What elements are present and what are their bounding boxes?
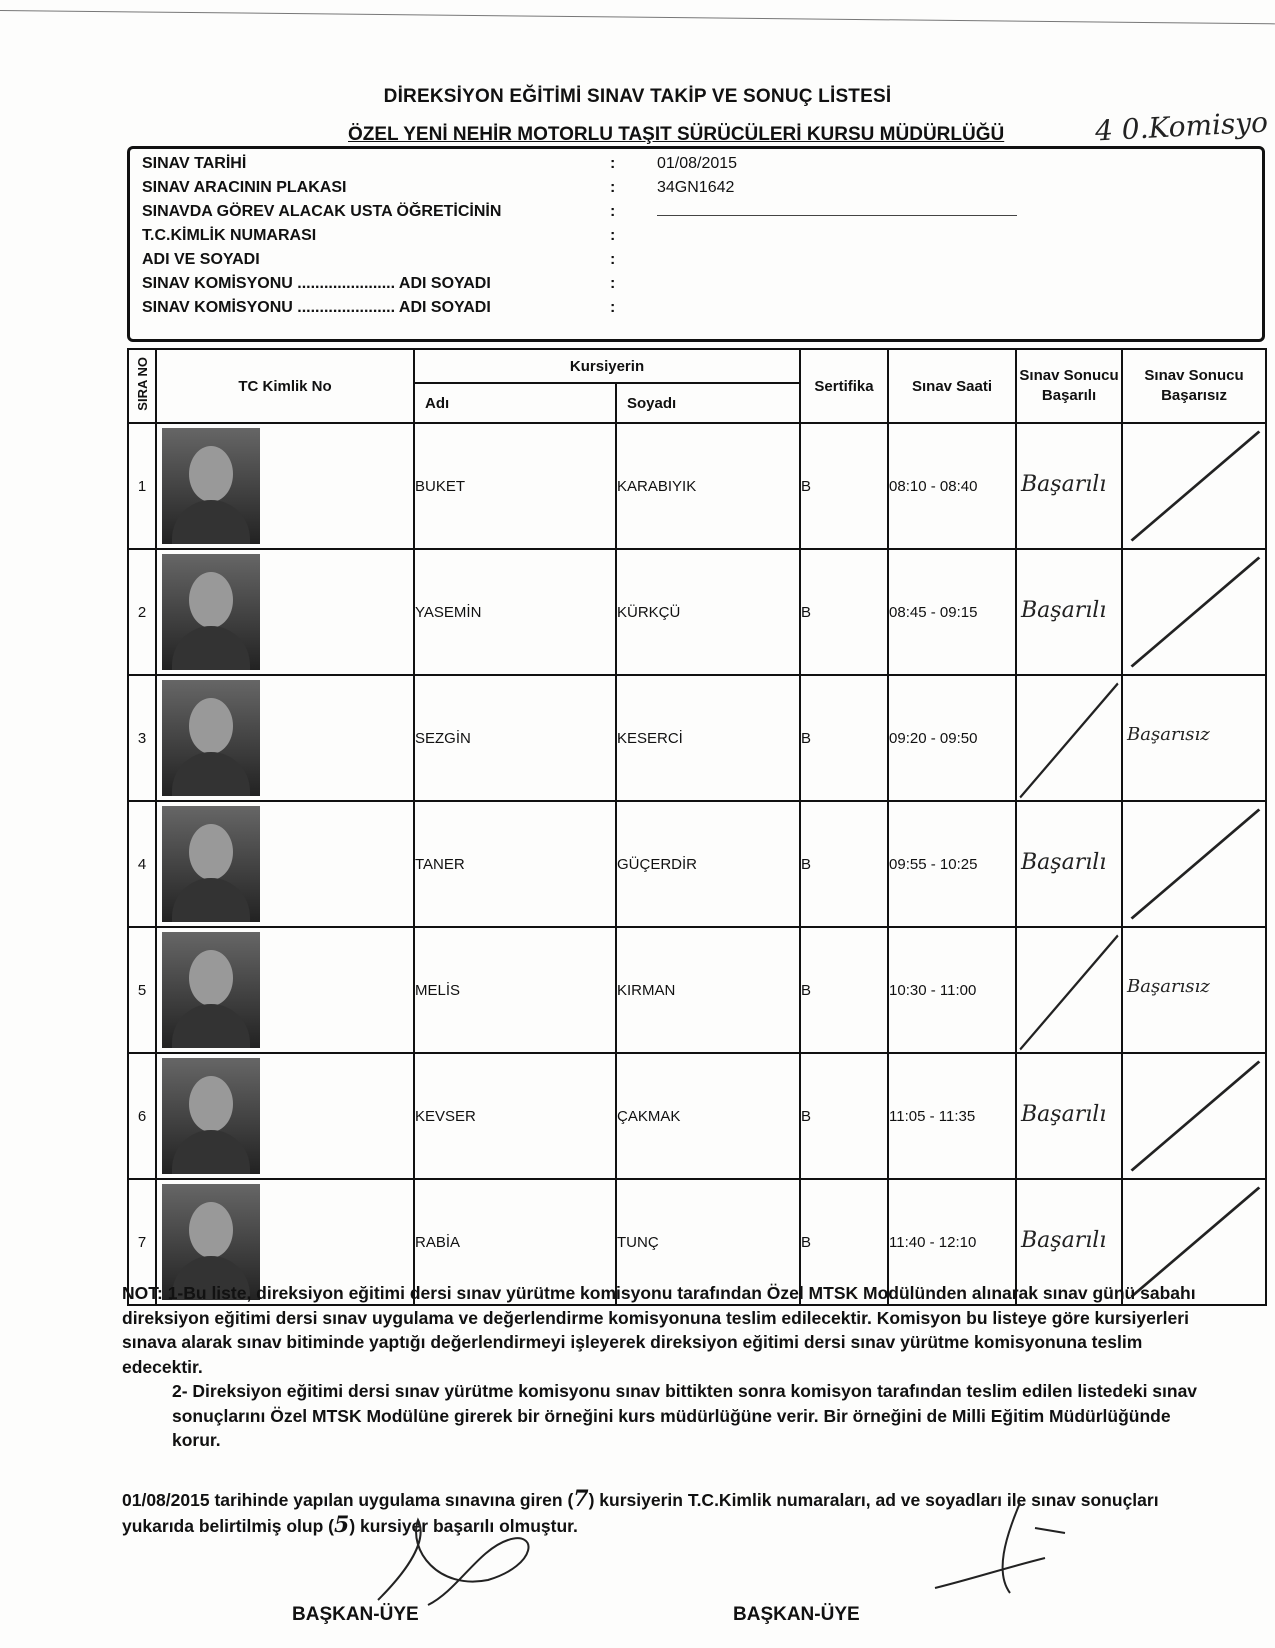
last-name: KIRMAN xyxy=(616,927,800,1053)
info-colon: : xyxy=(610,275,616,292)
tc-photo-cell xyxy=(156,423,414,549)
result-fail-cell xyxy=(1122,1053,1266,1179)
header-sira-no: SIRA NO xyxy=(128,349,156,423)
header-kursiyerin: Kursiyerin xyxy=(414,349,800,383)
table-row xyxy=(128,927,1266,1053)
row-number: 6 xyxy=(128,1053,156,1179)
table-row xyxy=(128,1053,1266,1179)
result-pass-cell xyxy=(1016,423,1122,549)
exam-time: 08:45 - 09:15 xyxy=(888,549,1016,675)
document-title: DİREKSİYON EĞİTİMİ SINAV TAKİP VE SONUÇ LİSTESİ xyxy=(383,86,892,107)
exam-info-box xyxy=(127,146,1265,342)
strike-slash xyxy=(1123,1054,1265,1178)
first-name: RABİA xyxy=(414,1179,616,1305)
row-number: 7 xyxy=(128,1179,156,1305)
handwritten-result: Başarılı xyxy=(1021,1102,1107,1127)
result-pass-cell xyxy=(1016,675,1122,801)
last-name: KÜRKÇÜ xyxy=(616,549,800,675)
exam-time: 11:05 - 11:35 xyxy=(888,1053,1016,1179)
certificate-class: B xyxy=(800,549,888,675)
info-colon: : xyxy=(610,179,616,196)
pass-count: 5 xyxy=(334,1512,350,1538)
student-photo xyxy=(162,428,260,544)
table-row xyxy=(128,801,1266,927)
row-number: 4 xyxy=(128,801,156,927)
info-label-commission-1: SINAV KOMİSYONU ...................... ADI SOYADI xyxy=(142,275,491,292)
exam-time: 10:30 - 11:00 xyxy=(888,927,1016,1053)
results-body xyxy=(128,423,1266,1305)
certificate-class: B xyxy=(800,1179,888,1305)
info-label-instructor: SINAVDA GÖREV ALACAK USTA ÖĞRETİCİNİN xyxy=(142,203,502,220)
row-number: 5 xyxy=(128,927,156,1053)
student-photo xyxy=(162,680,260,796)
exam-time: 08:10 - 08:40 xyxy=(888,423,1016,549)
handwritten-result: Başarılı xyxy=(1021,598,1107,623)
certificate-class: B xyxy=(800,423,888,549)
header-adi: Adı xyxy=(414,383,616,423)
first-name: YASEMİN xyxy=(414,549,616,675)
result-fail-cell xyxy=(1122,549,1266,675)
header-basarili: Sınav Sonucu Başarılı xyxy=(1016,349,1122,423)
strike-slash xyxy=(1123,802,1265,926)
strike-slash xyxy=(1123,550,1265,674)
header-soyadi: Soyadı xyxy=(616,383,800,423)
table-row xyxy=(128,549,1266,675)
first-name: BUKET xyxy=(414,423,616,549)
handwritten-commission-note: 4 0.Komisyo xyxy=(1094,105,1269,148)
header-tc-kimlik: TC Kimlik No xyxy=(156,349,414,423)
result-pass-cell xyxy=(1016,1053,1122,1179)
info-label-commission-2: SINAV KOMİSYONU ...................... ADI SOYADI xyxy=(142,299,491,316)
table-row xyxy=(128,675,1266,801)
info-value-plate: 34GN1642 xyxy=(657,179,735,196)
handwritten-result: Başarılı xyxy=(1021,850,1107,875)
result-fail-cell xyxy=(1122,927,1266,1053)
certificate-class: B xyxy=(800,801,888,927)
info-colon: : xyxy=(610,251,616,268)
info-blank-line xyxy=(657,215,1017,216)
last-name: ÇAKMAK xyxy=(616,1053,800,1179)
header-sinav-saati: Sınav Saati xyxy=(888,349,1016,423)
total-count: 7 xyxy=(573,1486,589,1512)
student-photo xyxy=(162,1058,260,1174)
result-pass-cell xyxy=(1016,801,1122,927)
exam-time: 11:40 - 12:10 xyxy=(888,1179,1016,1305)
exam-time: 09:20 - 09:50 xyxy=(888,675,1016,801)
strike-slash xyxy=(1017,676,1121,800)
first-name: SEZGİN xyxy=(414,675,616,801)
row-number: 1 xyxy=(128,423,156,549)
row-number: 3 xyxy=(128,675,156,801)
first-name: KEVSER xyxy=(414,1053,616,1179)
last-name: GÜÇERDİR xyxy=(616,801,800,927)
tc-photo-cell xyxy=(156,801,414,927)
info-value-exam-date: 01/08/2015 xyxy=(657,155,738,172)
certificate-class: B xyxy=(800,927,888,1053)
header-basarisiz: Sınav Sonucu Başarısız xyxy=(1122,349,1266,423)
certificate-class: B xyxy=(800,1053,888,1179)
result-fail-cell xyxy=(1122,801,1266,927)
table-row xyxy=(128,423,1266,549)
last-name: KESERCİ xyxy=(616,675,800,801)
signature-label-left: BAŞKAN-ÜYE xyxy=(292,1604,419,1625)
info-label-tc-number: T.C.KİMLİK NUMARASI xyxy=(142,227,317,244)
info-label-exam-date: SINAV TARİHİ xyxy=(142,155,247,172)
info-colon: : xyxy=(610,203,616,220)
last-name: TUNÇ xyxy=(616,1179,800,1305)
result-fail-cell xyxy=(1122,675,1266,801)
tc-photo-cell xyxy=(156,549,414,675)
student-photo xyxy=(162,932,260,1048)
info-label-plate: SINAV ARACININ PLAKASI xyxy=(142,179,347,196)
result-pass-cell xyxy=(1016,549,1122,675)
summary-statement: 01/08/2015 tarihinde yapılan uygulama sınavına giren (7) kursiyerin T.C.Kimlik numaraları, ad ve soyadları ile sınav sonuçları yukarıda belirtilmiş olup (5) kursiyer başarılı olmuştur. xyxy=(122,1486,1159,1538)
tc-photo-cell xyxy=(156,927,414,1053)
note-paragraph-2: 2- Direksiyon eğitimi dersi sınav yürütme komisyonu sınav bittikten sonra komisyon tarafından teslim edilen listedeki sınav sonuçlarını Özel MTSK Modülüne girerek bir örneğini kurs müdürlüğüne verir. Bir örneğini de Milli Eğitim Müdürlüğünde korur. xyxy=(172,1381,1198,1450)
handwritten-result: Başarısız xyxy=(1127,724,1210,745)
tc-photo-cell xyxy=(156,675,414,801)
document-subtitle: ÖZEL YENİ NEHİR MOTORLU TAŞIT SÜRÜCÜLERİ KURSU MÜDÜRLÜĞÜ xyxy=(348,124,1005,145)
info-label-name: ADI VE SOYADI xyxy=(142,251,260,268)
result-fail-cell xyxy=(1122,423,1266,549)
strike-slash xyxy=(1123,424,1265,548)
handwritten-result: Başarılı xyxy=(1021,1228,1107,1253)
last-name: KARABIYIK xyxy=(616,423,800,549)
strike-slash xyxy=(1017,928,1121,1052)
handwritten-result: Başarılı xyxy=(1021,472,1107,497)
first-name: TANER xyxy=(414,801,616,927)
student-photo xyxy=(162,806,260,922)
signature-label-right: BAŞKAN-ÜYE xyxy=(733,1604,860,1625)
signature-scribble-right xyxy=(925,1498,1085,1598)
result-pass-cell xyxy=(1016,927,1122,1053)
header-sertifika: Sertifika xyxy=(800,349,888,423)
exam-time: 09:55 - 10:25 xyxy=(888,801,1016,927)
info-colon: : xyxy=(610,227,616,244)
certificate-class: B xyxy=(800,675,888,801)
scan-edge-line xyxy=(0,10,1275,24)
results-table xyxy=(127,348,1267,1306)
info-colon: : xyxy=(610,155,616,172)
tc-photo-cell xyxy=(156,1053,414,1179)
handwritten-result: Başarısız xyxy=(1127,976,1210,997)
student-photo xyxy=(162,554,260,670)
first-name: MELİS xyxy=(414,927,616,1053)
row-number: 2 xyxy=(128,549,156,675)
info-colon: : xyxy=(610,299,616,316)
note-paragraph-1: NOT: 1-Bu liste, direksiyon eğitimi dersi sınav yürütme komisyonu tarafından Özel MTSK Modülünden alınarak sınav günü sabahı direksiyon eğitimi dersi sınav uygulama ve değerlendirme komisyonuna teslim edilecektir. Komisyon bu listeye göre kursiyerleri sınava alarak sınav bitiminde yaptığı değerlendirmeyi işleyerek direksiyon eğitimi dersi sınav yürütme komisyonuna teslim edecektir. xyxy=(122,1283,1196,1377)
signature-scribble-left xyxy=(368,1510,568,1610)
